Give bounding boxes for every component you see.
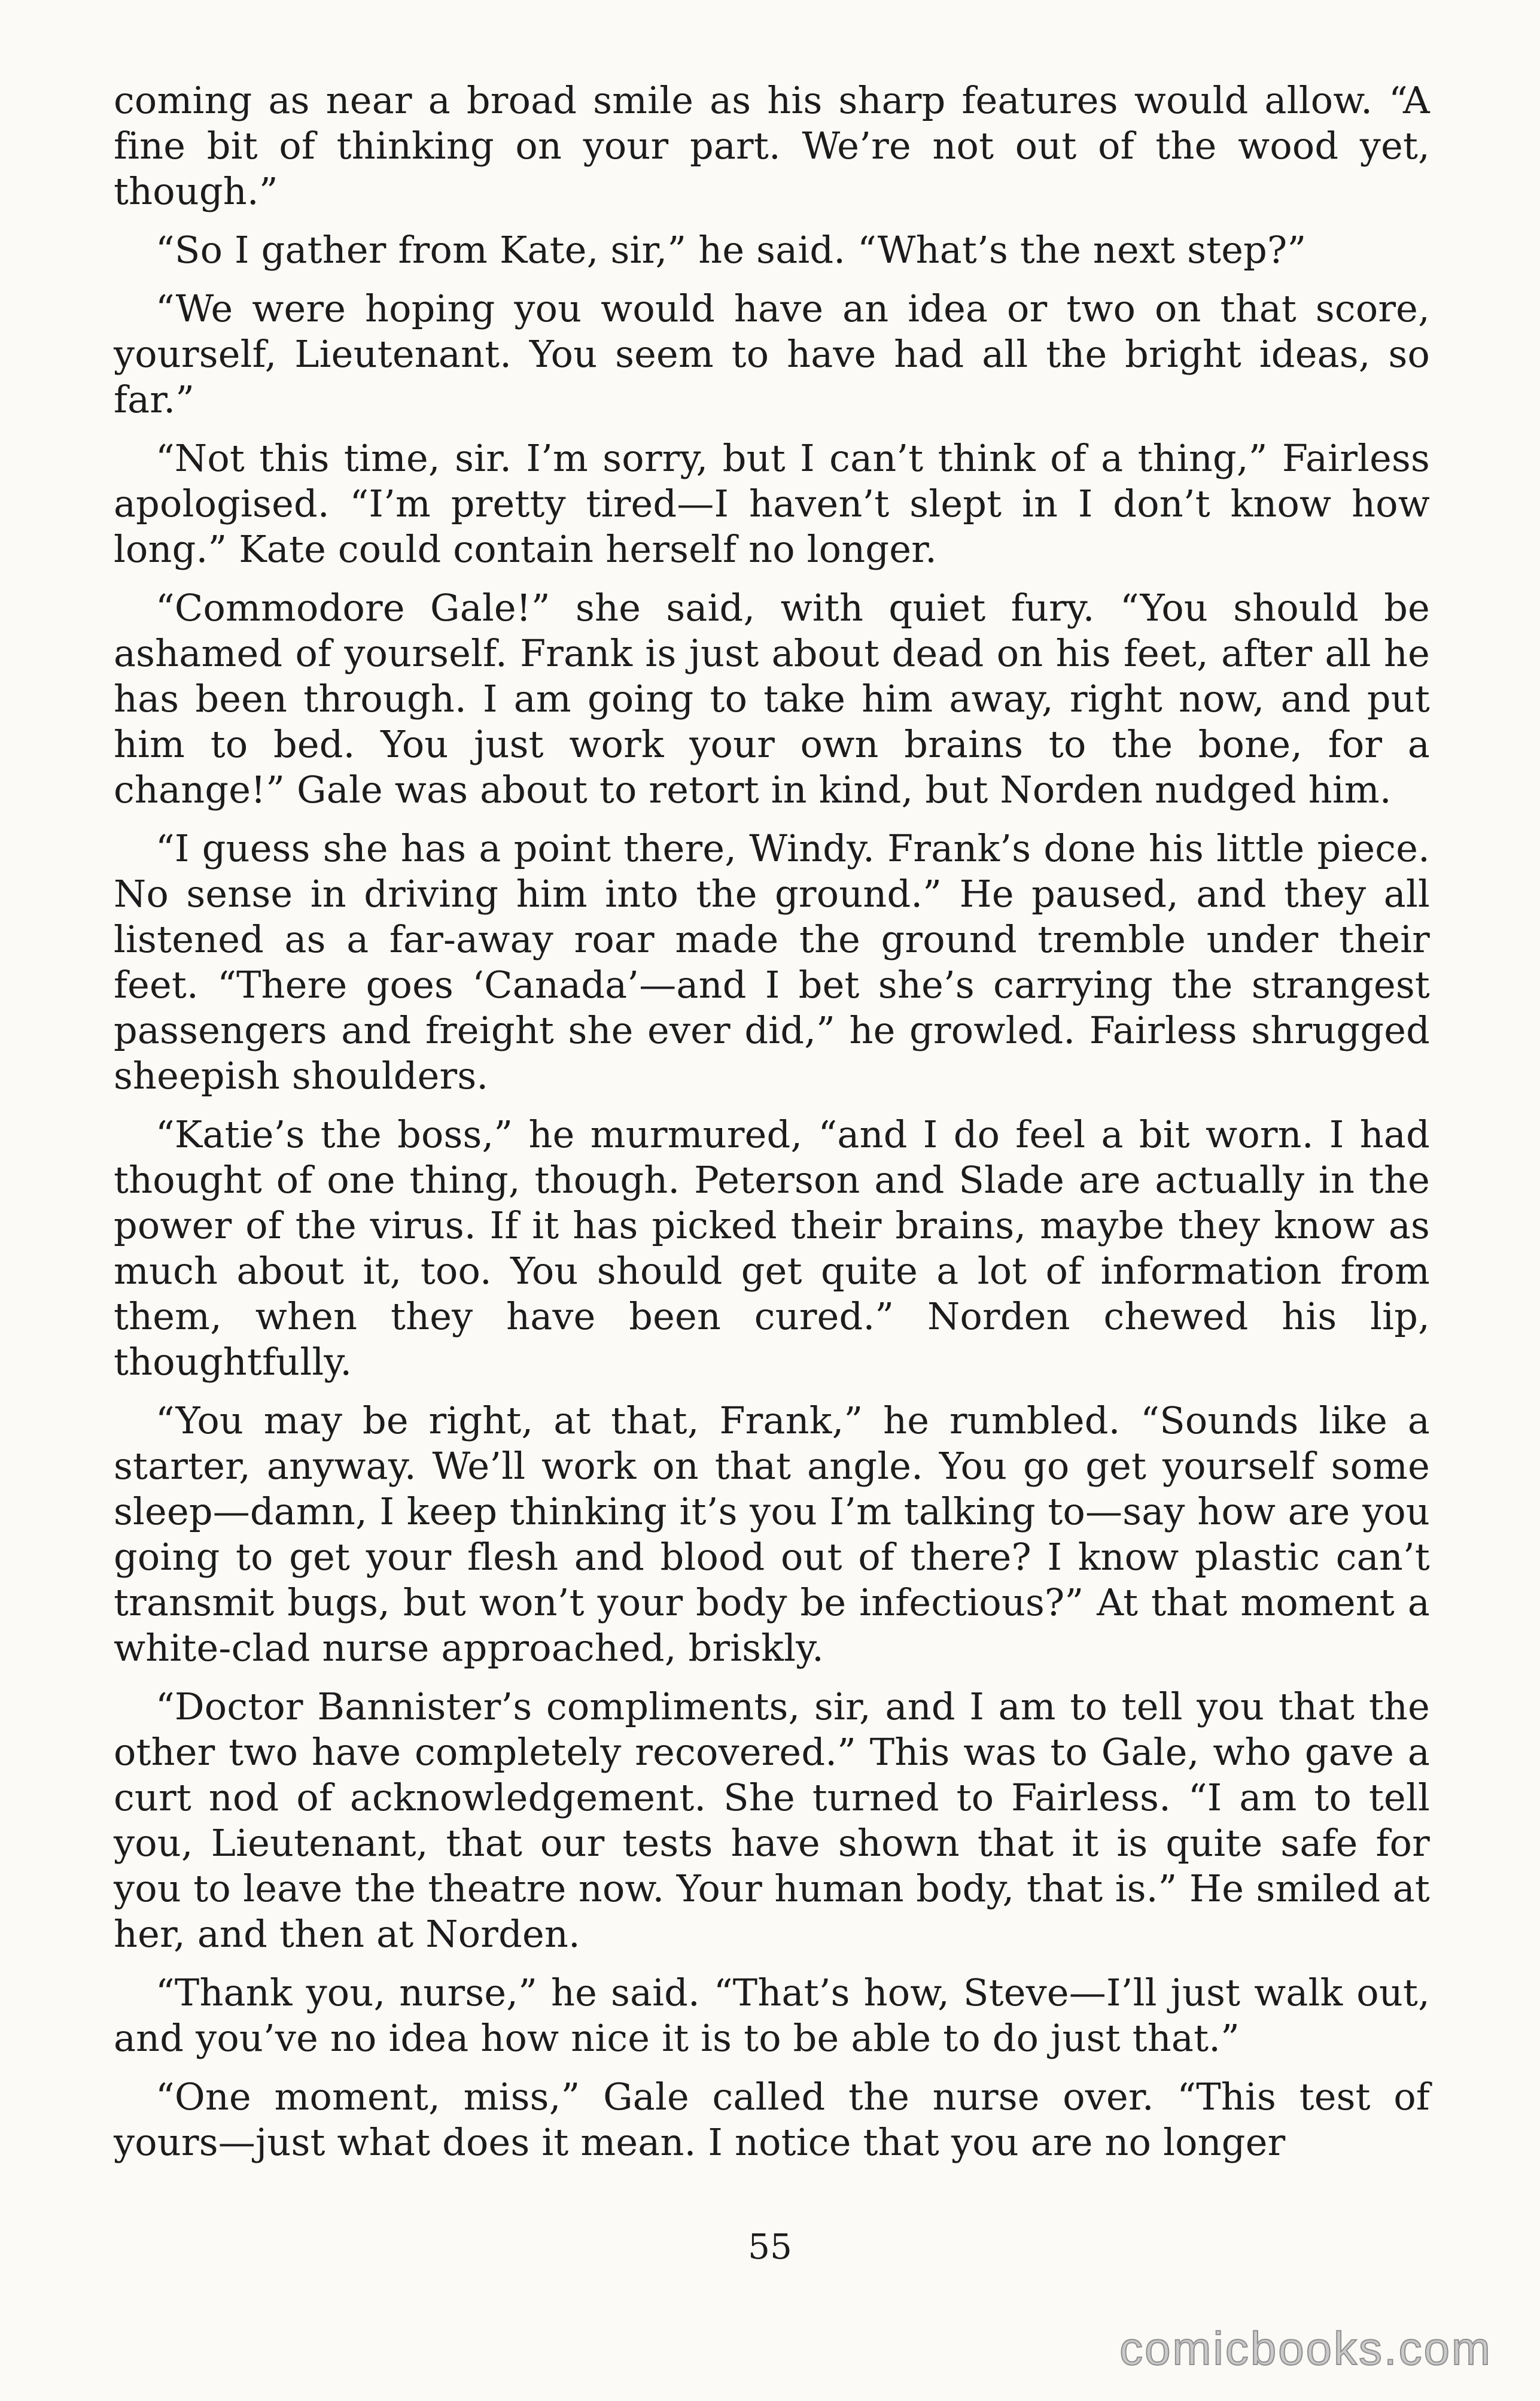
- paragraph-7: “Katie’s the boss,” he murmured, “and I do feel a bit worn. I had thought of one thing, though. Peterson and Slade are actually in the power of the virus. If it has picked their brains, maybe they know as much about it, too. You should get quite a lot of information from them, when they have been cured.” Norden chewed his lip, thoughtfully.: [114, 1113, 1430, 1384]
- paragraph-11: “One moment, miss,” Gale called the nurse over. “This test of yours—just what does it mean. I notice that you are no longer: [114, 2075, 1430, 2164]
- paragraph-10: “Thank you, nurse,” he said. “That’s how, Steve—I’ll just walk out, and you’ve no idea how nice it is to be able to do just that.”: [114, 1971, 1430, 2060]
- paragraph-8: “You may be right, at that, Frank,” he rumbled. “Sounds like a starter, anyway. We’ll work on that angle. You go get yourself some sleep—damn, I keep thinking it’s you I’m talking to—say how are you going to get your flesh and blood out of there? I know plastic can’t transmit bugs, but won’t your body be infectious?” At that moment a white-clad nurse approached, briskly.: [114, 1399, 1430, 1670]
- paragraph-5: “Commodore Gale!” she said, with quiet fury. “You should be ashamed of yourself. Frank is just about dead on his feet, after all he has been through. I am going to take him away, right now, and put him to bed. You just work your own brains to the bone, for a change!” Gale was about to retort in kind, but Norden nudged him.: [114, 586, 1430, 812]
- page-number: 55: [748, 2226, 792, 2267]
- paragraph-9: “Doctor Bannister’s compliments, sir, and I am to tell you that the other two have completely recovered.” This was to Gale, who gave a curt nod of acknowledgement. She turned to Fairless. “I am to tell you, Lieutenant, that our tests have shown that it is quite safe for you to leave the theatre now. Your human body, that is.” He smiled at her, and then at Norden.: [114, 1685, 1430, 1956]
- paragraph-3: “We were hoping you would have an idea or two on that score, yourself, Lieutenant. You seem to have had all the bright ideas, so far.”: [114, 287, 1430, 421]
- paragraph-1: coming as near a broad smile as his sharp features would allow. “A fine bit of thinking on your part. We’re not out of the wood yet, though.”: [114, 78, 1430, 213]
- paragraph-2: “So I gather from Kate, sir,” he said. “What’s the next step?”: [156, 228, 1307, 272]
- paragraph-6: “I guess she has a point there, Windy. Frank’s done his little piece. No sense in driving him into the ground.” He paused, and they all listened as a far-away roar made the ground tremble under their feet. “There goes ‘Canada’—and I bet she’s carrying the strangest passengers and freight she ever did,” he growled. Fairless shrugged sheepish shoulders.: [114, 826, 1430, 1098]
- site-watermark: comicbooks.com: [1119, 2322, 1492, 2375]
- paragraph-4: “Not this time, sir. I’m sorry, but I can’t think of a thing,” Fairless apologised. “I’m pretty tired—I haven’t slept in I don’t know how long.” Kate could contain herself no longer.: [114, 436, 1430, 571]
- book-page: [114, 78, 1430, 2286]
